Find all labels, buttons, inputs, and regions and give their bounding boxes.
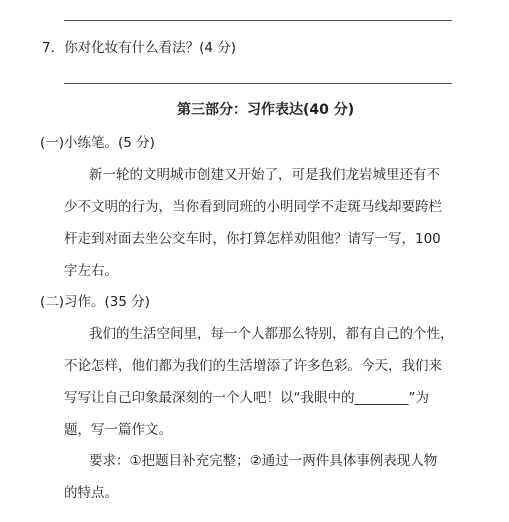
paragraph-line: 字左右。	[64, 263, 118, 279]
section-3-title: 第三部分：习作表达(40 分)	[177, 102, 355, 118]
part-1-heading: (一)小练笔。(5 分)	[40, 135, 155, 151]
paragraph-line: 写写让自己印象最深刻的一个人吧！以“我眼中的________”为	[64, 390, 429, 406]
part-2-heading: (二)习作。(35 分)	[40, 294, 151, 310]
paragraph-line: 题，写一篇作文。	[64, 422, 172, 438]
paragraph-line: 不论怎样，他们都为我们的生活增添了许多色彩。今天，我们来	[64, 358, 442, 374]
paragraph-line: 我们的生活空间里，每一个人都那么特别，都有自己的个性，	[89, 326, 454, 342]
paragraph-line: 少不文明的行为，当你看到同班的小明同学不走斑马线却要跨栏	[64, 199, 442, 215]
answer-line-top	[64, 20, 452, 21]
question-7: 7．你对化妆有什么看法？(4 分)	[42, 40, 237, 56]
requirement-line: 要求：①把题目补充完整；②通过一两件具体事例表现人物	[89, 453, 438, 469]
requirement-line: 的特点。	[64, 485, 118, 501]
paragraph-line: 杆走到对面去坐公交车时，你打算怎样劝阻他？请写一写，100	[64, 231, 441, 247]
paragraph-line: 新一轮的文明城市创建又开始了，可是我们龙岩城里还有不	[89, 167, 440, 183]
answer-line-q7	[64, 83, 452, 84]
